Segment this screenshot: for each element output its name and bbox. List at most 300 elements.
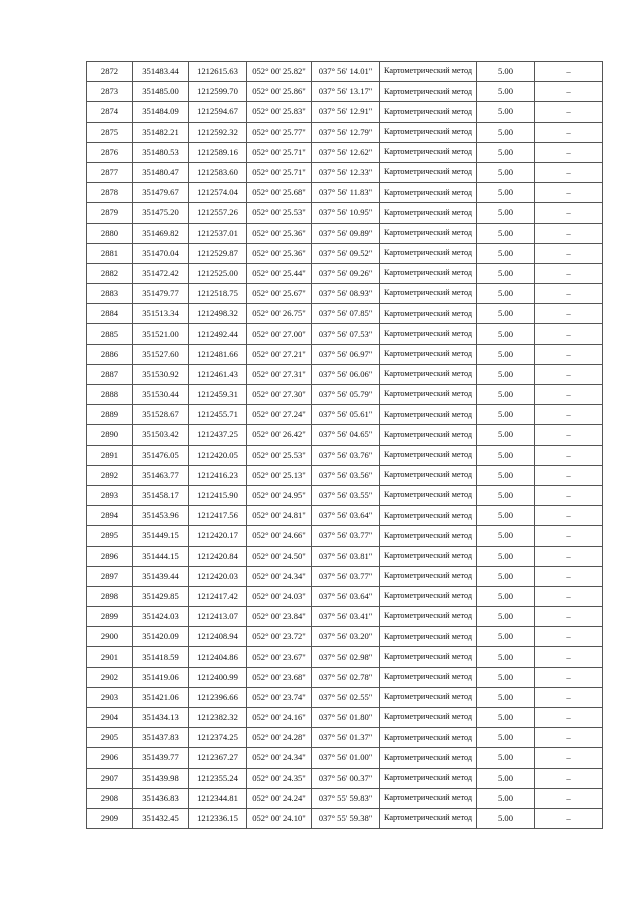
note-cell: – — [535, 748, 603, 768]
y-coordinate-cell: 1212574.04 — [189, 183, 247, 203]
note-cell: – — [535, 284, 603, 304]
longitude-cell: 037° 55' 59.38" — [312, 808, 380, 828]
method-cell: Картометрический метод — [380, 102, 477, 122]
table-row — [87, 364, 603, 384]
y-coordinate-cell: 1212420.17 — [189, 526, 247, 546]
x-coordinate-cell: 351439.98 — [133, 768, 189, 788]
longitude-cell: 037° 56' 03.55" — [312, 485, 380, 505]
accuracy-cell: 5.00 — [477, 304, 535, 324]
point-number-cell: 2873 — [87, 82, 133, 102]
point-number-cell: 2884 — [87, 304, 133, 324]
longitude-cell: 037° 56' 12.33" — [312, 162, 380, 182]
x-coordinate-cell: 351484.09 — [133, 102, 189, 122]
table-row — [87, 284, 603, 304]
table-row — [87, 102, 603, 122]
x-coordinate-cell: 351432.45 — [133, 808, 189, 828]
method-cell: Картометрический метод — [380, 808, 477, 828]
longitude-cell: 037° 56' 13.17" — [312, 82, 380, 102]
y-coordinate-cell: 1212455.71 — [189, 405, 247, 425]
latitude-cell: 052° 00' 25.68" — [247, 183, 312, 203]
y-coordinate-cell: 1212415.90 — [189, 485, 247, 505]
table-row — [87, 425, 603, 445]
longitude-cell: 037° 56' 02.55" — [312, 687, 380, 707]
table-row — [87, 203, 603, 223]
table-row — [87, 506, 603, 526]
method-cell: Картометрический метод — [380, 506, 477, 526]
point-number-cell: 2889 — [87, 405, 133, 425]
note-cell: – — [535, 82, 603, 102]
note-cell: – — [535, 566, 603, 586]
x-coordinate-cell: 351470.04 — [133, 243, 189, 263]
method-cell: Картометрический метод — [380, 607, 477, 627]
longitude-cell: 037° 56' 02.78" — [312, 667, 380, 687]
point-number-cell: 2880 — [87, 223, 133, 243]
x-coordinate-cell: 351458.17 — [133, 485, 189, 505]
longitude-cell: 037° 56' 01.37" — [312, 728, 380, 748]
method-cell: Картометрический метод — [380, 364, 477, 384]
note-cell: – — [535, 445, 603, 465]
x-coordinate-cell: 351436.83 — [133, 788, 189, 808]
method-cell: Картометрический метод — [380, 546, 477, 566]
table-row — [87, 546, 603, 566]
y-coordinate-cell: 1212615.63 — [189, 62, 247, 82]
latitude-cell: 052° 00' 25.36" — [247, 223, 312, 243]
accuracy-cell: 5.00 — [477, 102, 535, 122]
table-row — [87, 385, 603, 405]
longitude-cell: 037° 56' 06.06" — [312, 364, 380, 384]
table-row — [87, 223, 603, 243]
longitude-cell: 037° 56' 14.01" — [312, 62, 380, 82]
y-coordinate-cell: 1212518.75 — [189, 284, 247, 304]
x-coordinate-cell: 351530.92 — [133, 364, 189, 384]
method-cell: Картометрический метод — [380, 647, 477, 667]
note-cell: – — [535, 364, 603, 384]
latitude-cell: 052° 00' 24.28" — [247, 728, 312, 748]
latitude-cell: 052° 00' 23.74" — [247, 687, 312, 707]
method-cell: Картометрический метод — [380, 405, 477, 425]
x-coordinate-cell: 351429.85 — [133, 586, 189, 606]
latitude-cell: 052° 00' 27.31" — [247, 364, 312, 384]
longitude-cell: 037° 56' 07.53" — [312, 324, 380, 344]
point-number-cell: 2896 — [87, 546, 133, 566]
note-cell: – — [535, 304, 603, 324]
point-number-cell: 2890 — [87, 425, 133, 445]
longitude-cell: 037° 56' 04.65" — [312, 425, 380, 445]
note-cell: – — [535, 708, 603, 728]
longitude-cell: 037° 56' 03.41" — [312, 607, 380, 627]
method-cell: Картометрический метод — [380, 526, 477, 546]
point-number-cell: 2883 — [87, 284, 133, 304]
latitude-cell: 052° 00' 25.36" — [247, 243, 312, 263]
method-cell: Картометрический метод — [380, 687, 477, 707]
note-cell: – — [535, 506, 603, 526]
accuracy-cell: 5.00 — [477, 566, 535, 586]
method-cell: Картометрический метод — [380, 667, 477, 687]
y-coordinate-cell: 1212408.94 — [189, 627, 247, 647]
x-coordinate-cell: 351485.00 — [133, 82, 189, 102]
longitude-cell: 037° 56' 01.80" — [312, 708, 380, 728]
y-coordinate-cell: 1212592.32 — [189, 122, 247, 142]
note-cell: – — [535, 223, 603, 243]
method-cell: Картометрический метод — [380, 324, 477, 344]
y-coordinate-cell: 1212367.27 — [189, 748, 247, 768]
note-cell: – — [535, 243, 603, 263]
longitude-cell: 037° 56' 06.97" — [312, 344, 380, 364]
x-coordinate-cell: 351439.44 — [133, 566, 189, 586]
table-row — [87, 162, 603, 182]
method-cell: Картометрический метод — [380, 627, 477, 647]
note-cell: – — [535, 183, 603, 203]
note-cell: – — [535, 627, 603, 647]
x-coordinate-cell: 351453.96 — [133, 506, 189, 526]
point-number-cell: 2885 — [87, 324, 133, 344]
accuracy-cell: 5.00 — [477, 162, 535, 182]
x-coordinate-cell: 351449.15 — [133, 526, 189, 546]
latitude-cell: 052° 00' 24.35" — [247, 768, 312, 788]
accuracy-cell: 5.00 — [477, 687, 535, 707]
longitude-cell: 037° 56' 03.20" — [312, 627, 380, 647]
point-number-cell: 2897 — [87, 566, 133, 586]
note-cell: – — [535, 263, 603, 283]
note-cell: – — [535, 344, 603, 364]
point-number-cell: 2874 — [87, 102, 133, 122]
note-cell: – — [535, 526, 603, 546]
y-coordinate-cell: 1212437.25 — [189, 425, 247, 445]
table-row — [87, 324, 603, 344]
accuracy-cell: 5.00 — [477, 526, 535, 546]
method-cell: Картометрический метод — [380, 586, 477, 606]
point-number-cell: 2908 — [87, 788, 133, 808]
accuracy-cell: 5.00 — [477, 385, 535, 405]
longitude-cell: 037° 56' 09.89" — [312, 223, 380, 243]
point-number-cell: 2881 — [87, 243, 133, 263]
accuracy-cell: 5.00 — [477, 62, 535, 82]
note-cell: – — [535, 62, 603, 82]
accuracy-cell: 5.00 — [477, 243, 535, 263]
table-row — [87, 667, 603, 687]
y-coordinate-cell: 1212537.01 — [189, 223, 247, 243]
accuracy-cell: 5.00 — [477, 203, 535, 223]
table-row — [87, 243, 603, 263]
longitude-cell: 037° 56' 12.62" — [312, 142, 380, 162]
x-coordinate-cell: 351439.77 — [133, 748, 189, 768]
y-coordinate-cell: 1212557.26 — [189, 203, 247, 223]
table-row — [87, 607, 603, 627]
table-row — [87, 263, 603, 283]
point-number-cell: 2872 — [87, 62, 133, 82]
point-number-cell: 2906 — [87, 748, 133, 768]
longitude-cell: 037° 56' 01.00" — [312, 748, 380, 768]
coordinates-table — [86, 61, 603, 829]
longitude-cell: 037° 56' 08.93" — [312, 284, 380, 304]
table-row — [87, 304, 603, 324]
y-coordinate-cell: 1212461.43 — [189, 364, 247, 384]
table-row — [87, 62, 603, 82]
note-cell: – — [535, 203, 603, 223]
table-row — [87, 405, 603, 425]
point-number-cell: 2904 — [87, 708, 133, 728]
table-row — [87, 142, 603, 162]
accuracy-cell: 5.00 — [477, 506, 535, 526]
y-coordinate-cell: 1212413.07 — [189, 607, 247, 627]
y-coordinate-cell: 1212498.32 — [189, 304, 247, 324]
note-cell: – — [535, 546, 603, 566]
accuracy-cell: 5.00 — [477, 808, 535, 828]
latitude-cell: 052° 00' 25.53" — [247, 203, 312, 223]
table-row — [87, 122, 603, 142]
table-row — [87, 566, 603, 586]
accuracy-cell: 5.00 — [477, 405, 535, 425]
longitude-cell: 037° 56' 12.91" — [312, 102, 380, 122]
latitude-cell: 052° 00' 24.81" — [247, 506, 312, 526]
y-coordinate-cell: 1212355.24 — [189, 768, 247, 788]
y-coordinate-cell: 1212416.23 — [189, 465, 247, 485]
latitude-cell: 052° 00' 24.24" — [247, 788, 312, 808]
latitude-cell: 052° 00' 25.44" — [247, 263, 312, 283]
accuracy-cell: 5.00 — [477, 344, 535, 364]
accuracy-cell: 5.00 — [477, 445, 535, 465]
accuracy-cell: 5.00 — [477, 788, 535, 808]
method-cell: Картометрический метод — [380, 445, 477, 465]
accuracy-cell: 5.00 — [477, 586, 535, 606]
x-coordinate-cell: 351472.42 — [133, 263, 189, 283]
method-cell: Картометрический метод — [380, 344, 477, 364]
accuracy-cell: 5.00 — [477, 364, 535, 384]
point-number-cell: 2898 — [87, 586, 133, 606]
latitude-cell: 052° 00' 27.00" — [247, 324, 312, 344]
accuracy-cell: 5.00 — [477, 425, 535, 445]
point-number-cell: 2887 — [87, 364, 133, 384]
note-cell: – — [535, 102, 603, 122]
x-coordinate-cell: 351521.00 — [133, 324, 189, 344]
note-cell: – — [535, 405, 603, 425]
x-coordinate-cell: 351444.15 — [133, 546, 189, 566]
latitude-cell: 052° 00' 23.84" — [247, 607, 312, 627]
accuracy-cell: 5.00 — [477, 627, 535, 647]
table-row — [87, 183, 603, 203]
table-row — [87, 687, 603, 707]
x-coordinate-cell: 351479.67 — [133, 183, 189, 203]
latitude-cell: 052° 00' 25.53" — [247, 445, 312, 465]
document-page — [86, 61, 603, 829]
point-number-cell: 2888 — [87, 385, 133, 405]
point-number-cell: 2909 — [87, 808, 133, 828]
accuracy-cell: 5.00 — [477, 647, 535, 667]
longitude-cell: 037° 56' 12.79" — [312, 122, 380, 142]
latitude-cell: 052° 00' 27.30" — [247, 385, 312, 405]
x-coordinate-cell: 351482.21 — [133, 122, 189, 142]
table-row — [87, 708, 603, 728]
longitude-cell: 037° 56' 03.81" — [312, 546, 380, 566]
x-coordinate-cell: 351480.53 — [133, 142, 189, 162]
latitude-cell: 052° 00' 25.71" — [247, 162, 312, 182]
y-coordinate-cell: 1212525.00 — [189, 263, 247, 283]
x-coordinate-cell: 351513.34 — [133, 304, 189, 324]
x-coordinate-cell: 351476.05 — [133, 445, 189, 465]
note-cell: – — [535, 122, 603, 142]
longitude-cell: 037° 56' 03.76" — [312, 445, 380, 465]
table-row — [87, 344, 603, 364]
method-cell: Картометрический метод — [380, 223, 477, 243]
method-cell: Картометрический метод — [380, 425, 477, 445]
latitude-cell: 052° 00' 24.66" — [247, 526, 312, 546]
x-coordinate-cell: 351418.59 — [133, 647, 189, 667]
longitude-cell: 037° 56' 11.83" — [312, 183, 380, 203]
latitude-cell: 052° 00' 24.34" — [247, 566, 312, 586]
latitude-cell: 052° 00' 24.34" — [247, 748, 312, 768]
latitude-cell: 052° 00' 25.83" — [247, 102, 312, 122]
note-cell: – — [535, 788, 603, 808]
y-coordinate-cell: 1212599.70 — [189, 82, 247, 102]
y-coordinate-cell: 1212492.44 — [189, 324, 247, 344]
point-number-cell: 2902 — [87, 667, 133, 687]
latitude-cell: 052° 00' 24.10" — [247, 808, 312, 828]
latitude-cell: 052° 00' 27.21" — [247, 344, 312, 364]
note-cell: – — [535, 142, 603, 162]
longitude-cell: 037° 56' 03.64" — [312, 586, 380, 606]
longitude-cell: 037° 56' 05.61" — [312, 405, 380, 425]
point-number-cell: 2878 — [87, 183, 133, 203]
accuracy-cell: 5.00 — [477, 728, 535, 748]
point-number-cell: 2900 — [87, 627, 133, 647]
x-coordinate-cell: 351469.82 — [133, 223, 189, 243]
x-coordinate-cell: 351463.77 — [133, 465, 189, 485]
x-coordinate-cell: 351480.47 — [133, 162, 189, 182]
method-cell: Картометрический метод — [380, 728, 477, 748]
note-cell: – — [535, 485, 603, 505]
longitude-cell: 037° 56' 00.37" — [312, 768, 380, 788]
x-coordinate-cell: 351483.44 — [133, 62, 189, 82]
y-coordinate-cell: 1212404.86 — [189, 647, 247, 667]
point-number-cell: 2892 — [87, 465, 133, 485]
method-cell: Картометрический метод — [380, 385, 477, 405]
y-coordinate-cell: 1212336.15 — [189, 808, 247, 828]
accuracy-cell: 5.00 — [477, 485, 535, 505]
note-cell: – — [535, 808, 603, 828]
latitude-cell: 052° 00' 25.67" — [247, 284, 312, 304]
accuracy-cell: 5.00 — [477, 607, 535, 627]
table-row — [87, 627, 603, 647]
longitude-cell: 037° 56' 05.79" — [312, 385, 380, 405]
x-coordinate-cell: 351503.42 — [133, 425, 189, 445]
x-coordinate-cell: 351421.06 — [133, 687, 189, 707]
y-coordinate-cell: 1212400.99 — [189, 667, 247, 687]
table-row — [87, 728, 603, 748]
x-coordinate-cell: 351530.44 — [133, 385, 189, 405]
latitude-cell: 052° 00' 24.95" — [247, 485, 312, 505]
accuracy-cell: 5.00 — [477, 546, 535, 566]
point-number-cell: 2875 — [87, 122, 133, 142]
accuracy-cell: 5.00 — [477, 284, 535, 304]
table-row — [87, 526, 603, 546]
x-coordinate-cell: 351419.06 — [133, 667, 189, 687]
note-cell: – — [535, 425, 603, 445]
accuracy-cell: 5.00 — [477, 142, 535, 162]
latitude-cell: 052° 00' 23.68" — [247, 667, 312, 687]
method-cell: Картометрический метод — [380, 263, 477, 283]
y-coordinate-cell: 1212417.42 — [189, 586, 247, 606]
point-number-cell: 2877 — [87, 162, 133, 182]
method-cell: Картометрический метод — [380, 566, 477, 586]
y-coordinate-cell: 1212382.32 — [189, 708, 247, 728]
method-cell: Картометрический метод — [380, 284, 477, 304]
point-number-cell: 2895 — [87, 526, 133, 546]
y-coordinate-cell: 1212374.25 — [189, 728, 247, 748]
note-cell: – — [535, 162, 603, 182]
x-coordinate-cell: 351420.09 — [133, 627, 189, 647]
method-cell: Картометрический метод — [380, 62, 477, 82]
accuracy-cell: 5.00 — [477, 122, 535, 142]
longitude-cell: 037° 56' 03.64" — [312, 506, 380, 526]
note-cell: – — [535, 667, 603, 687]
latitude-cell: 052° 00' 23.67" — [247, 647, 312, 667]
method-cell: Картометрический метод — [380, 485, 477, 505]
latitude-cell: 052° 00' 23.72" — [247, 627, 312, 647]
point-number-cell: 2876 — [87, 142, 133, 162]
method-cell: Картометрический метод — [380, 304, 477, 324]
point-number-cell: 2894 — [87, 506, 133, 526]
accuracy-cell: 5.00 — [477, 667, 535, 687]
latitude-cell: 052° 00' 24.03" — [247, 586, 312, 606]
table-row — [87, 445, 603, 465]
longitude-cell: 037° 56' 02.98" — [312, 647, 380, 667]
accuracy-cell: 5.00 — [477, 324, 535, 344]
accuracy-cell: 5.00 — [477, 465, 535, 485]
x-coordinate-cell: 351437.83 — [133, 728, 189, 748]
method-cell: Картометрический метод — [380, 82, 477, 102]
y-coordinate-cell: 1212594.67 — [189, 102, 247, 122]
table-row — [87, 768, 603, 788]
x-coordinate-cell: 351527.60 — [133, 344, 189, 364]
method-cell: Картометрический метод — [380, 243, 477, 263]
point-number-cell: 2893 — [87, 485, 133, 505]
accuracy-cell: 5.00 — [477, 82, 535, 102]
method-cell: Картометрический метод — [380, 465, 477, 485]
method-cell: Картометрический метод — [380, 708, 477, 728]
method-cell: Картометрический метод — [380, 122, 477, 142]
longitude-cell: 037° 56' 09.26" — [312, 263, 380, 283]
y-coordinate-cell: 1212396.66 — [189, 687, 247, 707]
table-row — [87, 485, 603, 505]
table-row — [87, 647, 603, 667]
accuracy-cell: 5.00 — [477, 748, 535, 768]
longitude-cell: 037° 56' 03.56" — [312, 465, 380, 485]
method-cell: Картометрический метод — [380, 203, 477, 223]
point-number-cell: 2891 — [87, 445, 133, 465]
y-coordinate-cell: 1212344.81 — [189, 788, 247, 808]
point-number-cell: 2907 — [87, 768, 133, 788]
accuracy-cell: 5.00 — [477, 708, 535, 728]
method-cell: Картометрический метод — [380, 768, 477, 788]
y-coordinate-cell: 1212420.03 — [189, 566, 247, 586]
note-cell: – — [535, 687, 603, 707]
note-cell: – — [535, 385, 603, 405]
table-row — [87, 808, 603, 828]
longitude-cell: 037° 56' 09.52" — [312, 243, 380, 263]
y-coordinate-cell: 1212583.60 — [189, 162, 247, 182]
table-row — [87, 788, 603, 808]
method-cell: Картометрический метод — [380, 162, 477, 182]
latitude-cell: 052° 00' 24.16" — [247, 708, 312, 728]
y-coordinate-cell: 1212417.56 — [189, 506, 247, 526]
latitude-cell: 052° 00' 25.86" — [247, 82, 312, 102]
note-cell: – — [535, 607, 603, 627]
latitude-cell: 052° 00' 25.71" — [247, 142, 312, 162]
y-coordinate-cell: 1212589.16 — [189, 142, 247, 162]
longitude-cell: 037° 56' 03.77" — [312, 566, 380, 586]
latitude-cell: 052° 00' 26.42" — [247, 425, 312, 445]
latitude-cell: 052° 00' 25.77" — [247, 122, 312, 142]
